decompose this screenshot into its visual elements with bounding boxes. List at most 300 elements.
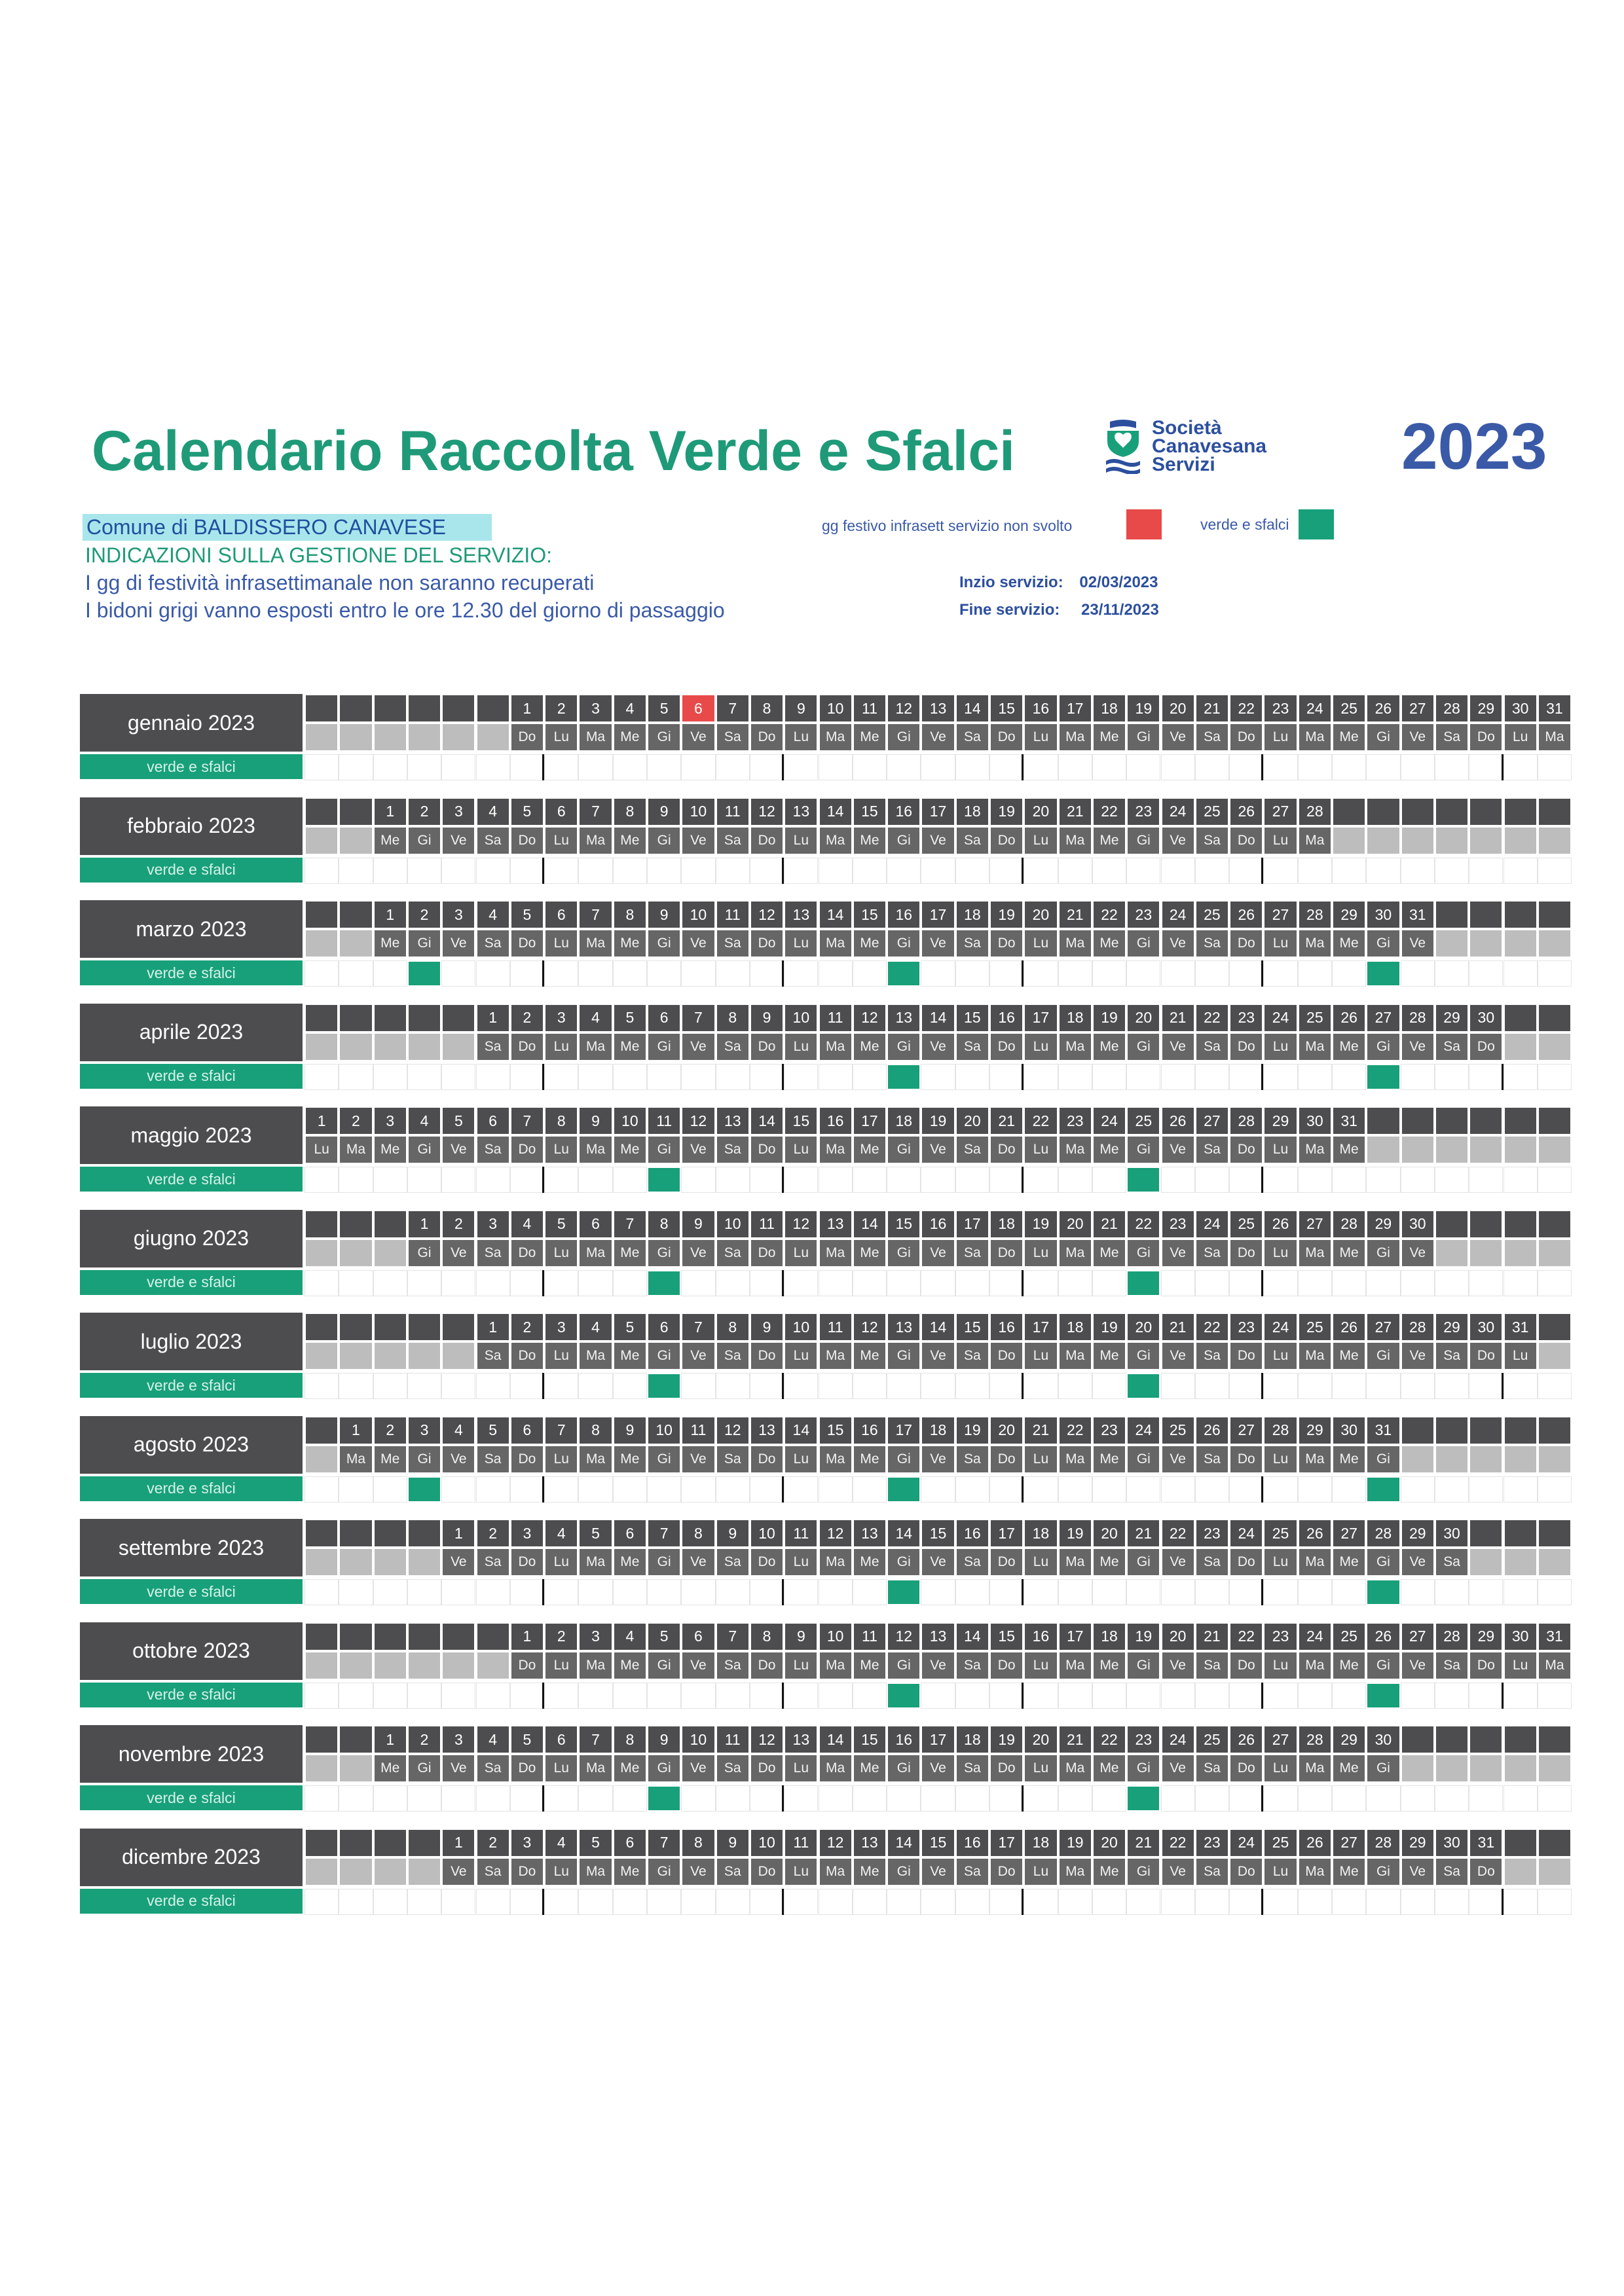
service-cell (784, 960, 818, 987)
day-number: 24 (1161, 797, 1195, 826)
service-cell (304, 960, 339, 987)
weekday-label: Ma (1058, 1135, 1092, 1164)
service-cell (304, 1683, 339, 1709)
day-number: 6 (681, 694, 715, 723)
empty-cell (304, 1445, 339, 1474)
empty-cell (304, 1548, 339, 1576)
empty-cell (1504, 1445, 1538, 1474)
day-number: 3 (544, 1313, 578, 1341)
service-cell (1504, 1785, 1538, 1812)
day-number: 13 (887, 1004, 921, 1032)
weekday-label: Gi (1366, 1445, 1400, 1474)
service-cell (750, 960, 784, 987)
service-cell (578, 1889, 612, 1915)
day-number: 20 (1161, 1622, 1195, 1651)
service-cell (544, 1683, 578, 1709)
day-number: 30 (1504, 694, 1538, 723)
service-cell (1024, 1064, 1058, 1090)
weekday-label: Sa (955, 1341, 989, 1370)
day-number: 11 (819, 1004, 853, 1032)
service-cell (853, 858, 887, 884)
empty-cell (441, 1004, 475, 1032)
empty-cell (407, 1004, 441, 1032)
weekday-label: Do (1229, 1445, 1263, 1474)
day-number: 2 (544, 694, 578, 723)
empty-cell (441, 694, 475, 723)
service-cell (544, 858, 578, 884)
day-number: 12 (887, 1622, 921, 1651)
service-cell (441, 1373, 475, 1399)
empty-cell (1366, 797, 1400, 826)
empty-cell (1504, 1416, 1538, 1445)
weekday-label: Sa (1195, 1651, 1229, 1680)
service-cell (339, 754, 373, 780)
weekday-label: Sa (1195, 1135, 1229, 1164)
service-cell (1229, 1683, 1263, 1709)
service-cell (1435, 1579, 1469, 1605)
service-cell (1229, 1889, 1263, 1915)
service-cell (578, 1683, 612, 1709)
service-cell (1161, 1373, 1195, 1399)
empty-cell (339, 929, 373, 958)
service-cell (955, 1785, 989, 1812)
empty-cell (1435, 1754, 1469, 1783)
weekday-label: Ma (1058, 723, 1092, 752)
day-number: 20 (955, 1106, 989, 1135)
empty-cell (1538, 1519, 1572, 1548)
weekday-label: Lu (1024, 1548, 1058, 1576)
weekday-label: Lu (1263, 1754, 1297, 1783)
weekday-label: Ve (921, 1857, 955, 1886)
empty-cell (1469, 1239, 1503, 1267)
empty-cell (1504, 1210, 1538, 1239)
day-number: 6 (647, 1313, 681, 1341)
day-number: 10 (750, 1829, 784, 1857)
weekday-label: Do (1469, 723, 1503, 752)
service-cell (989, 1270, 1024, 1296)
weekday-label: Gi (887, 1651, 921, 1680)
service-cell (613, 960, 647, 987)
empty-cell (441, 1032, 475, 1061)
weekday-label: Ma (578, 1445, 612, 1474)
weekday-label: Ma (819, 723, 853, 752)
weekday-label: Ma (1538, 723, 1572, 752)
weekday-label: Me (853, 1445, 887, 1474)
day-number: 23 (1195, 1829, 1229, 1857)
legend-verde-label: verde e sfalci (1200, 516, 1289, 533)
service-cell (1469, 1683, 1503, 1709)
day-number: 16 (819, 1106, 853, 1135)
service-cell (339, 960, 373, 987)
weekday-label: Ve (681, 1239, 715, 1267)
service-cell (441, 1579, 475, 1605)
day-number: 26 (1229, 900, 1263, 929)
day-number: 3 (578, 694, 612, 723)
service-cell (441, 754, 475, 780)
weekday-label: Sa (1195, 826, 1229, 855)
service-cell (853, 1579, 887, 1605)
day-number: 3 (476, 1210, 510, 1239)
day-number: 31 (1469, 1829, 1503, 1857)
day-number: 22 (1092, 797, 1126, 826)
service-cell (304, 1064, 339, 1090)
weekday-label: Ma (819, 1032, 853, 1061)
service-cell (544, 754, 578, 780)
weekday-label: Gi (1126, 1032, 1160, 1061)
day-number: 26 (1229, 1725, 1263, 1754)
weekday-label: Sa (955, 1239, 989, 1267)
day-number: 20 (1126, 1313, 1160, 1341)
weekday-label: Me (853, 1651, 887, 1680)
day-number: 26 (1161, 1106, 1195, 1135)
service-cell (1469, 858, 1503, 884)
service-cell (784, 1683, 818, 1709)
weekday-label: Ma (1298, 1341, 1332, 1370)
day-number: 17 (989, 1519, 1024, 1548)
service-cell (1401, 960, 1435, 987)
weekday-label: Ve (1161, 1754, 1195, 1783)
service-cell (1024, 754, 1058, 780)
weekday-label: Gi (1366, 1651, 1400, 1680)
day-number: 31 (1538, 694, 1572, 723)
weekday-label: Sa (716, 1857, 750, 1886)
day-number: 7 (613, 1210, 647, 1239)
day-number: 23 (1263, 694, 1297, 723)
service-cell (1126, 960, 1160, 987)
day-number: 28 (1401, 1313, 1435, 1341)
weekday-label: Lu (1024, 826, 1058, 855)
weekday-label: Ve (441, 1445, 475, 1474)
day-number: 24 (1298, 1622, 1332, 1651)
day-number: 12 (681, 1106, 715, 1135)
day-number: 28 (1298, 900, 1332, 929)
month-block (80, 1622, 1574, 1709)
day-number: 28 (1435, 1622, 1469, 1651)
service-start-label: Inzio servizio: (959, 574, 1063, 591)
day-number: 25 (1332, 1622, 1366, 1651)
day-number: 4 (476, 1725, 510, 1754)
weekday-label: Sa (955, 929, 989, 958)
weekday-label: Sa (476, 826, 510, 855)
weekday-label: Ve (681, 1548, 715, 1576)
weekday-label: Me (853, 826, 887, 855)
empty-cell (1469, 1725, 1503, 1754)
weekday-label: Ma (339, 1445, 373, 1474)
service-cell (1195, 1064, 1229, 1090)
empty-cell (476, 723, 510, 752)
day-number: 5 (510, 797, 544, 826)
service-cell (1229, 1373, 1263, 1399)
service-cell (647, 1889, 681, 1915)
service-cell (750, 1579, 784, 1605)
empty-cell (407, 1032, 441, 1061)
day-number: 14 (887, 1519, 921, 1548)
day-number: 17 (989, 1829, 1024, 1857)
weekday-label: Sa (955, 723, 989, 752)
empty-cell (339, 1754, 373, 1783)
service-cell (544, 1270, 578, 1296)
service-cell (407, 1683, 441, 1709)
day-number: 23 (1058, 1106, 1092, 1135)
empty-cell (373, 1032, 407, 1061)
day-number: 16 (887, 797, 921, 826)
service-cell (1092, 1270, 1126, 1296)
weekday-label: Ma (578, 929, 612, 958)
service-cell (544, 1579, 578, 1605)
day-number: 27 (1263, 900, 1297, 929)
empty-cell (339, 1519, 373, 1548)
weekday-label: Gi (887, 1341, 921, 1370)
service-cell (853, 1785, 887, 1812)
weekday-label: Do (989, 1651, 1024, 1680)
service-cell (510, 1373, 544, 1399)
day-number: 14 (853, 1210, 887, 1239)
day-number: 17 (921, 1725, 955, 1754)
service-cell (1401, 1683, 1435, 1709)
service-cell (304, 1889, 339, 1915)
empty-cell (339, 1210, 373, 1239)
service-row-label: verde e sfalci (80, 1785, 303, 1810)
service-cell (819, 1476, 853, 1503)
day-number: 16 (921, 1210, 955, 1239)
service-cell (647, 960, 681, 987)
service-cell (716, 1270, 750, 1296)
day-number: 29 (1298, 1416, 1332, 1445)
service-cell (339, 858, 373, 884)
legend-festivo-swatch (1126, 509, 1162, 539)
empty-cell (441, 1651, 475, 1680)
weekday-label: Lu (1263, 929, 1297, 958)
service-cell (1161, 858, 1195, 884)
day-number: 26 (1263, 1210, 1297, 1239)
service-cell (613, 1683, 647, 1709)
service-cell (544, 1167, 578, 1193)
service-cell (510, 858, 544, 884)
weekday-label: Me (1332, 1651, 1366, 1680)
service-cell (784, 1270, 818, 1296)
day-number: 19 (989, 797, 1024, 826)
day-number: 16 (853, 1416, 887, 1445)
service-cell (1161, 1167, 1195, 1193)
weekday-label: Do (510, 1341, 544, 1370)
service-cell (1332, 960, 1366, 987)
empty-cell (407, 1519, 441, 1548)
weekday-label: Ma (339, 1135, 373, 1164)
day-number: 12 (819, 1829, 853, 1857)
month-label: marzo 2023 (80, 900, 303, 958)
service-cell (613, 1270, 647, 1296)
weekday-label: Ve (1161, 1032, 1195, 1061)
empty-cell (1469, 1416, 1503, 1445)
empty-cell (1435, 1210, 1469, 1239)
service-cell (1401, 1785, 1435, 1812)
year-label: 2023 (1401, 410, 1547, 483)
weekday-label: Me (613, 1341, 647, 1370)
weekday-label: Ma (1298, 1651, 1332, 1680)
empty-cell (407, 1651, 441, 1680)
service-cell (1024, 1579, 1058, 1605)
service-cell (1504, 754, 1538, 780)
day-number: 27 (1366, 1313, 1400, 1341)
month-label: gennaio 2023 (80, 694, 303, 752)
day-number: 6 (544, 900, 578, 929)
day-number: 31 (1538, 1622, 1572, 1651)
service-cell (1263, 1683, 1297, 1709)
weekday-label: Sa (476, 1239, 510, 1267)
empty-cell (373, 1829, 407, 1857)
service-cell (510, 1579, 544, 1605)
day-number: 10 (819, 1622, 853, 1651)
weekday-label: Sa (716, 826, 750, 855)
service-cell (1504, 1579, 1538, 1605)
day-number: 23 (1126, 797, 1160, 826)
service-cell (1366, 858, 1400, 884)
day-number: 12 (750, 900, 784, 929)
empty-cell (1504, 1135, 1538, 1164)
service-cell (1058, 960, 1092, 987)
weekday-label: Do (750, 1548, 784, 1576)
empty-cell (1435, 1135, 1469, 1164)
day-number: 8 (613, 1725, 647, 1754)
service-cell (1092, 1785, 1126, 1812)
service-cell (476, 1167, 510, 1193)
service-cell (373, 1579, 407, 1605)
service-cell (1024, 1785, 1058, 1812)
weekday-label: Gi (647, 1445, 681, 1474)
weekday-label: Lu (1024, 1754, 1058, 1783)
service-cell (853, 754, 887, 780)
weekday-label: Ma (819, 826, 853, 855)
day-number: 9 (613, 1416, 647, 1445)
service-cell (1195, 858, 1229, 884)
empty-cell (339, 723, 373, 752)
empty-cell (1504, 1725, 1538, 1754)
service-cell (1298, 1476, 1332, 1503)
empty-cell (373, 1313, 407, 1341)
day-number: 29 (1401, 1519, 1435, 1548)
service-cell (1469, 1889, 1503, 1915)
weekday-label: Do (750, 1341, 784, 1370)
weekday-label: Sa (955, 1135, 989, 1164)
weekday-label: Ve (681, 1651, 715, 1680)
service-row-label: verde e sfalci (80, 754, 303, 779)
day-number: 29 (1435, 1004, 1469, 1032)
service-cell (853, 1889, 887, 1915)
service-cell (1298, 1785, 1332, 1812)
weekday-label: Lu (784, 1032, 818, 1061)
empty-cell (304, 900, 339, 929)
day-number: 8 (750, 1622, 784, 1651)
service-cell (681, 1785, 715, 1812)
day-number: 15 (887, 1210, 921, 1239)
day-number: 27 (1366, 1004, 1400, 1032)
collection-day-marker (647, 1785, 681, 1812)
weekday-label: Gi (407, 1239, 441, 1267)
day-number: 7 (647, 1519, 681, 1548)
empty-cell (1469, 900, 1503, 929)
weekday-label: Ve (1401, 1651, 1435, 1680)
service-cell (989, 1579, 1024, 1605)
month-label: ottobre 2023 (80, 1622, 303, 1680)
day-number: 20 (1024, 900, 1058, 929)
day-number: 19 (1092, 1004, 1126, 1032)
empty-cell (339, 1032, 373, 1061)
day-number: 5 (510, 1725, 544, 1754)
service-row-label: verde e sfalci (80, 1373, 303, 1398)
empty-cell (1538, 1313, 1572, 1341)
weekday-label: Do (1229, 1341, 1263, 1370)
day-number: 18 (1058, 1313, 1092, 1341)
service-cell (955, 1476, 989, 1503)
service-row-label: verde e sfalci (80, 1889, 303, 1914)
day-number: 28 (1229, 1106, 1263, 1135)
day-number: 2 (441, 1210, 475, 1239)
service-cell (1126, 754, 1160, 780)
weekday-label: Ve (921, 723, 955, 752)
day-number: 24 (1263, 1313, 1297, 1341)
day-number: 25 (1126, 1106, 1160, 1135)
service-cell (476, 754, 510, 780)
day-number: 10 (613, 1106, 647, 1135)
service-cell (1504, 1064, 1538, 1090)
day-number: 17 (921, 900, 955, 929)
day-number: 16 (989, 1004, 1024, 1032)
empty-cell (1469, 1135, 1503, 1164)
empty-cell (1469, 1548, 1503, 1576)
empty-cell (1504, 1004, 1538, 1032)
service-cell (1538, 1167, 1572, 1193)
day-number: 4 (544, 1829, 578, 1857)
day-number: 23 (1161, 1210, 1195, 1239)
weekday-label: Lu (1263, 1548, 1297, 1576)
day-number: 8 (750, 694, 784, 723)
service-cell (544, 1785, 578, 1812)
service-cell (441, 960, 475, 987)
weekday-label: Me (373, 1135, 407, 1164)
weekday-label: Sa (1195, 1341, 1229, 1370)
service-cell (921, 1064, 955, 1090)
day-number: 15 (989, 694, 1024, 723)
service-cell (750, 1270, 784, 1296)
day-number: 13 (784, 1725, 818, 1754)
service-cell (1298, 960, 1332, 987)
service-cell (681, 1579, 715, 1605)
collection-day-marker (887, 1476, 921, 1503)
day-number: 9 (784, 1622, 818, 1651)
weekday-label: Lu (784, 1445, 818, 1474)
day-number: 13 (784, 797, 818, 826)
weekday-label: Gi (407, 929, 441, 958)
service-cell (647, 754, 681, 780)
day-number: 27 (1298, 1210, 1332, 1239)
service-cell (1435, 1476, 1469, 1503)
weekday-label: Lu (544, 1445, 578, 1474)
service-cell (407, 1889, 441, 1915)
weekday-label: Do (1469, 1857, 1503, 1886)
day-number: 23 (1092, 1416, 1126, 1445)
service-cell (613, 1064, 647, 1090)
service-cell (681, 858, 715, 884)
day-number: 3 (578, 1622, 612, 1651)
empty-cell (1435, 1445, 1469, 1474)
day-number: 2 (407, 797, 441, 826)
weekday-label: Sa (955, 1651, 989, 1680)
weekday-label: Do (750, 826, 784, 855)
weekday-label: Ve (441, 1239, 475, 1267)
empty-cell (441, 1622, 475, 1651)
service-cell (1024, 1270, 1058, 1296)
service-cell (921, 1373, 955, 1399)
